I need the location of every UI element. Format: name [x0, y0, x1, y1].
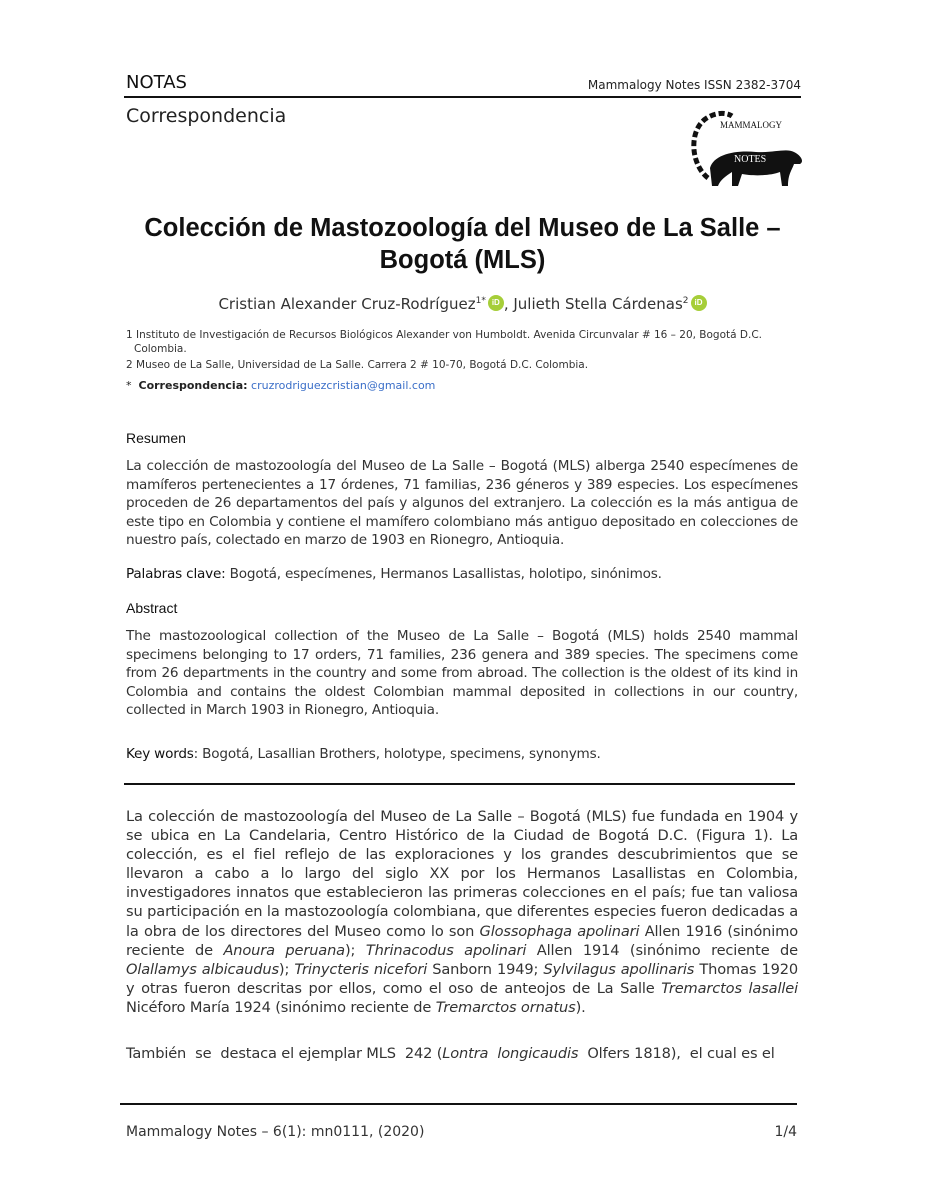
species-name: Tremarctos ornatus — [435, 998, 576, 1016]
abstract-heading: Abstract — [126, 600, 178, 616]
author-1: Cristian Alexander Cruz-Rodríguez — [218, 295, 476, 313]
species-name: Lontra longicaudis — [442, 1045, 579, 1062]
species-name: Glossophaga apolinari — [479, 922, 640, 940]
species-name: Trinycteris nicefori — [294, 960, 428, 978]
key-words-label: Key words — [126, 746, 194, 762]
subsection-label: Correspondencia — [126, 105, 287, 127]
body-text-run: Nicéforo María 1924 (sinónimo reciente de — [126, 998, 436, 1016]
affiliation-1 — [126, 328, 786, 356]
abstract-text: The mastozoological collection of the Museo de La Salle – Bogotá (MLS) holds 2540 mammal specimens belonging to 17 orders, 71 families, 236 genera and 389 species. The specimens come from 26 departments in the country and some from abroad. The collection is the oldest of its kind in Colombia and contains the oldest Colombian mammal deposited in collections in our country, collected in March 1903 in Rionegro, Antioquia. — [126, 628, 798, 719]
correspondence-star: * — [126, 379, 132, 392]
affiliation-2: 2 Museo de La Salle, Universidad de La Salle. Carrera 2 # 10-70, Bogotá D.C. Colombia. — [126, 359, 589, 371]
author-separator: , — [503, 295, 514, 313]
author-2-affil: 2 — [682, 296, 689, 306]
title-line-2: Bogotá (MLS) — [379, 246, 546, 274]
species-name: Olallamys albicaudus — [126, 960, 279, 978]
body-text-run: Thomas 1920 y otras fueron descritas por ellos, como el oso de anteojos de La Salle — [126, 960, 798, 997]
body-text-run: Sanborn 1949; — [427, 960, 544, 978]
body-text-run: ). — [575, 998, 586, 1016]
footer-citation: Mammalogy Notes – 6(1): mn0111, (2020) — [126, 1124, 425, 1140]
title-line-1: Colección de Mastozoología del Museo de La Salle – — [144, 214, 781, 242]
correspondence-label: Correspondencia: — [138, 379, 248, 392]
author-2: Julieth Stella Cárdenas — [513, 295, 683, 313]
affiliation-1-line-2: Colombia. — [134, 343, 187, 355]
logo-text-bottom: NOTES — [734, 154, 767, 165]
species-name: Sylvilagus apollinaris — [543, 960, 695, 978]
species-name: Anoura peruana — [223, 941, 345, 959]
body-text-run: La colección de mastozoología del Museo de La Salle – Bogotá (MLS) fue fundada en 1904 y se ubica en La Candelaria, Centro Histórico de la Ciudad de Bogotá D.C. (Figura 1). La colección, es el fiel reflejo de las exploraciones y los grandes descubrimientos que se llevaron a cabo a lo largo del siglo XX por los Hermanos Lasallistas en Colombia, investigadores innatos que establecieron las primeras colecciones en el país; fue tan valiosa su participación en la mastozoología colombiana, que diferentes especies fueron dedicadas a la obra de los directores del Museo como lo son — [126, 808, 798, 940]
resumen-text: La colección de mastozoología del Museo de La Salle – Bogotá (MLS) alberga 2540 especímenes de mamíferos pertenecientes a 17 órdenes, 71 familias, 236 géneros y 389 especies. Los especímenes proceden de 26 departamentos del país y algunos del extranjero. La colección es la más antigua de este tipo en Colombia y contiene el mamífero colombiano más antiguo depositado en colecciones de nuestro país, colectado en marzo de 1903 en Rionegro, Antioquia. — [126, 458, 798, 549]
correspondence-email[interactable]: cruzrodriguezcristian@gmail.com — [251, 379, 436, 392]
section-divider — [124, 783, 795, 785]
mammalogy-notes-logo — [690, 106, 805, 192]
body-paragraph-2 — [126, 1044, 798, 1063]
header-rule — [124, 96, 801, 98]
resumen-heading: Resumen — [126, 430, 186, 446]
affiliation-1-line-1: 1 Instituto de Investigación de Recursos Biológicos Alexander von Humboldt. Avenida Circunvalar # 16 – 20, Bogotá D.C. — [126, 329, 762, 341]
key-words — [126, 746, 601, 762]
body-text-run: ); — [278, 960, 295, 978]
body-text-run: Allen 1914 (sinónimo reciente de — [526, 941, 798, 959]
orcid-icon[interactable]: iD — [691, 295, 707, 311]
author-list — [120, 295, 805, 313]
author-1-affil: 1* — [475, 296, 486, 306]
body-text-run: ); — [344, 941, 366, 959]
body-text-run: Allen 1916 (sinónimo reciente de — [126, 922, 798, 959]
article-title — [120, 212, 805, 276]
body-text-run: También se destaca el ejemplar MLS 242 ( — [126, 1045, 443, 1062]
logo-text-top: MAMMALOGY — [720, 120, 783, 130]
correspondence — [126, 379, 435, 392]
orcid-icon[interactable]: iD — [488, 295, 504, 311]
body-text-run: Olfers 1818), el cual es el — [578, 1045, 775, 1062]
footer-rule — [120, 1103, 797, 1105]
palabras-clave-text: Bogotá, especímenes, Hermanos Lasallistas, holotipo, sinónimos. — [225, 566, 662, 582]
species-name: Thrinacodus apolinari — [365, 941, 527, 959]
page-number: 1/4 — [774, 1124, 797, 1140]
palabras-clave — [126, 566, 662, 582]
species-name: Tremarctos lasallei — [661, 979, 798, 997]
section-label: NOTAS — [126, 72, 187, 93]
journal-issn: Mammalogy Notes ISSN 2382-3704 — [587, 78, 801, 92]
body-paragraph-1 — [126, 807, 798, 1017]
key-words-text: : Bogotá, Lasallian Brothers, holotype, specimens, synonyms. — [193, 746, 601, 762]
palabras-clave-label: Palabras clave: — [126, 566, 226, 582]
